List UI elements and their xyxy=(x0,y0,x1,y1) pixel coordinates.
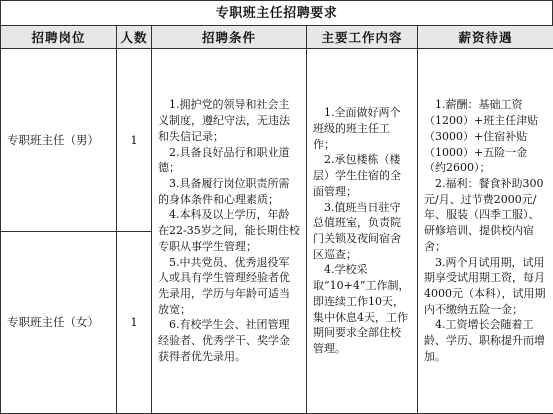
salary-item: 2.福利：餐食补助300元/月、过节费2000元/年、服装（四季工服）、研修培训、提供校内宿舍； xyxy=(424,176,544,253)
condition-item: 5.中共党员、优秀退役军人或具有学生管理经验者优先录用，学历与年龄可适当放宽； xyxy=(158,255,290,316)
condition-item: 6.有校学生会、社团管理经验者、优秀学干、奖学金获得者优先录用。 xyxy=(158,318,290,363)
recruitment-table xyxy=(0,25,553,414)
condition-item: 4.本科及以上学历，年龄在22-35岁之间，能长期住校专职从事学生管理； xyxy=(158,208,300,253)
salary-cell xyxy=(418,49,553,414)
position-male: 专职班主任（男） xyxy=(1,49,117,232)
salary-item: 4.工资增长会随着工龄、学历、职称提升而增加。 xyxy=(424,318,545,363)
table-title: 专职班主任招聘要求 xyxy=(0,0,553,26)
duty-item: 4.学校采取“10+4”工作制，即连续工作10天，集中休息4天，工作期间要求全部住校管理。 xyxy=(313,263,410,356)
duty-item: 2.承包楼栋（楼层）学生住宿的全面管理； xyxy=(313,153,401,198)
salary-item: 3.两个月试用期，试用期享受试用期工资，每月4000元（本科），试用期内不缴纳五险一金； xyxy=(424,255,546,316)
header-row xyxy=(1,26,553,49)
header-salary: 薪资待遇 xyxy=(418,26,553,49)
duties-cell xyxy=(307,49,418,414)
duty-item: 1.全面做好两个班级的班主任工作； xyxy=(313,106,401,151)
conditions-cell xyxy=(152,49,307,414)
condition-item: 3.具备履行岗位职责所需的身体条件和心理素质； xyxy=(158,176,290,206)
condition-item: 1.拥护党的领导和社会主义制度，遵纪守法，无违法和失信记录； xyxy=(158,98,290,143)
count-male: 1 xyxy=(117,49,152,232)
position-female: 专职班主任（女） xyxy=(1,231,117,414)
salary-item: 1.薪酬：基础工资（1200）+班主任津贴（3000）+住宿补贴（1000）+五险一金（约2600）； xyxy=(424,98,539,175)
duty-item: 3.值班当日驻守总值班室，负责院门关锁及夜间宿舍区巡查； xyxy=(313,200,401,261)
header-duties: 主要工作内容 xyxy=(307,26,418,49)
header-position: 招聘岗位 xyxy=(1,26,117,49)
condition-item: 2.具备良好品行和职业道德； xyxy=(158,145,290,175)
header-count: 人数 xyxy=(117,26,152,49)
table-row xyxy=(1,49,553,232)
count-female: 1 xyxy=(117,231,152,414)
header-conditions: 招聘条件 xyxy=(152,26,307,49)
